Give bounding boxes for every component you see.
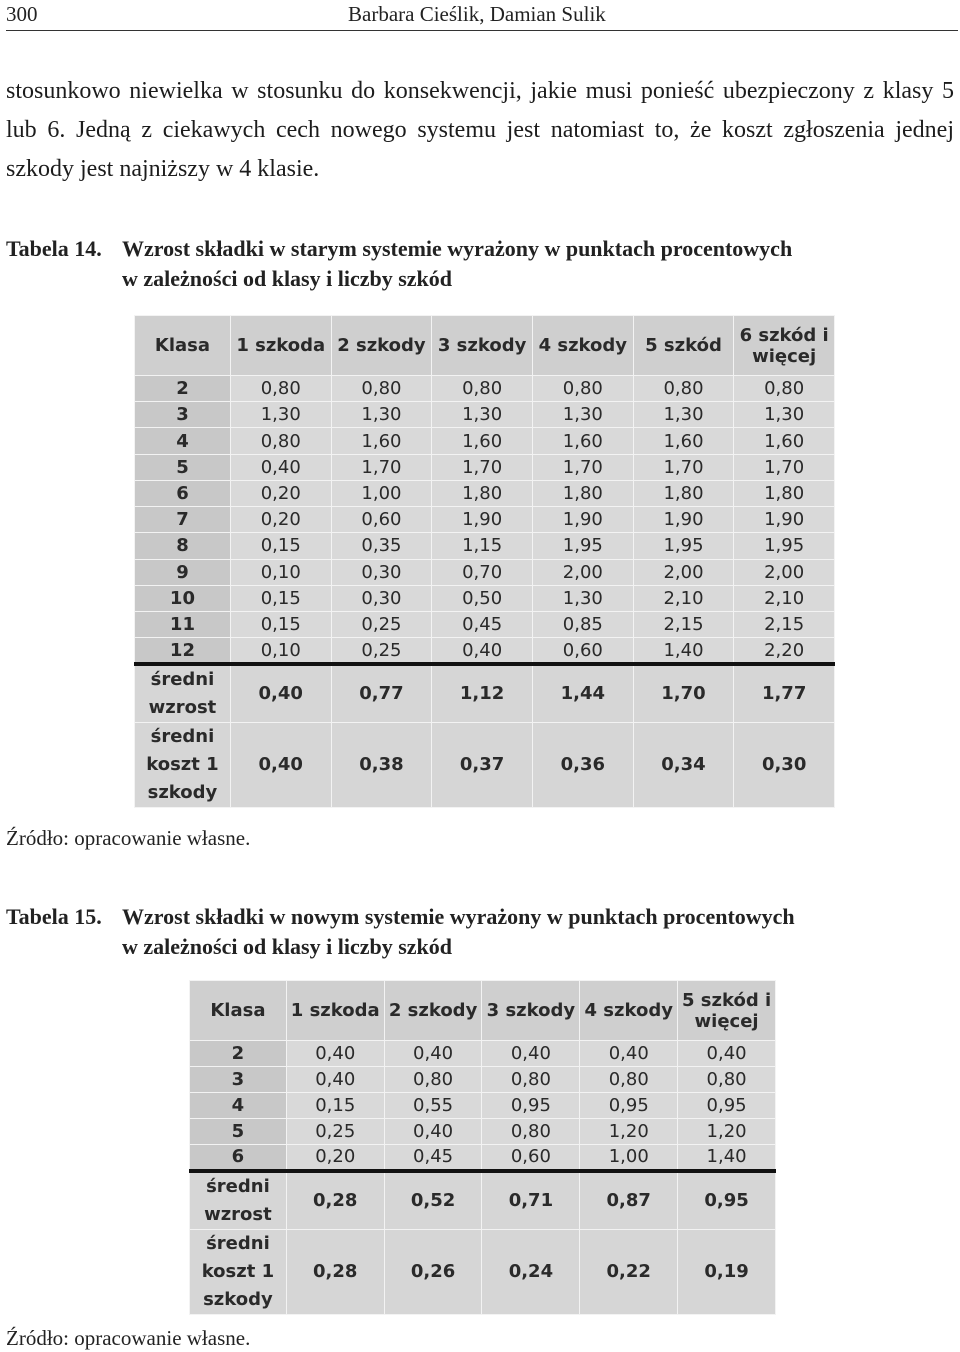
- table-row: [135, 507, 835, 533]
- value-cell: 0,20: [230, 480, 331, 506]
- value-cell: 2,00: [532, 559, 633, 585]
- value-cell: 2,10: [734, 585, 835, 611]
- summary-value: 1,44: [532, 664, 633, 723]
- column-header: 4 szkody: [580, 981, 678, 1041]
- table-row: [135, 454, 835, 480]
- value-cell: 1,20: [678, 1119, 776, 1145]
- summary-value: 0,26: [384, 1229, 482, 1314]
- table-14-source: Źródło: opracowanie własne.: [6, 826, 251, 850]
- table-14: [134, 315, 835, 808]
- value-cell: 0,20: [286, 1145, 384, 1171]
- value-cell: 0,60: [331, 507, 432, 533]
- value-cell: 0,15: [230, 611, 331, 637]
- value-cell: 0,40: [678, 1041, 776, 1067]
- class-cell: 5: [135, 454, 231, 480]
- value-cell: 1,00: [580, 1145, 678, 1171]
- value-cell: 1,30: [532, 402, 633, 428]
- value-cell: 1,70: [432, 454, 533, 480]
- value-cell: 0,30: [331, 585, 432, 611]
- value-cell: 1,30: [734, 402, 835, 428]
- summary-row: [190, 1229, 776, 1314]
- running-head: Barbara Cieślik, Damian Sulik: [348, 2, 606, 26]
- value-cell: 0,80: [580, 1067, 678, 1093]
- table-15-label: Tabela 15.: [6, 904, 102, 929]
- value-cell: 1,15: [432, 533, 533, 559]
- value-cell: 0,80: [633, 376, 734, 402]
- value-cell: 0,25: [331, 638, 432, 664]
- summary-label: średni wzrost: [135, 664, 231, 723]
- value-cell: 0,40: [482, 1041, 580, 1067]
- class-cell: 9: [135, 559, 231, 585]
- value-cell: 0,40: [384, 1119, 482, 1145]
- value-cell: 0,80: [432, 376, 533, 402]
- value-cell: 0,15: [230, 585, 331, 611]
- page-number: 300: [6, 2, 38, 26]
- summary-value: 1,70: [633, 664, 734, 723]
- table-15-caption: [6, 902, 954, 962]
- value-cell: 2,10: [633, 585, 734, 611]
- value-cell: 1,30: [633, 402, 734, 428]
- value-cell: 1,80: [734, 480, 835, 506]
- value-cell: 1,90: [633, 507, 734, 533]
- value-cell: 1,95: [633, 533, 734, 559]
- value-cell: 1,95: [532, 533, 633, 559]
- table-15: [189, 980, 776, 1315]
- value-cell: 1,60: [734, 428, 835, 454]
- class-cell: 6: [135, 480, 231, 506]
- value-cell: 0,80: [678, 1067, 776, 1093]
- summary-value: 0,22: [580, 1229, 678, 1314]
- value-cell: 0,70: [432, 559, 533, 585]
- value-cell: 0,25: [331, 611, 432, 637]
- table-row: [135, 402, 835, 428]
- summary-label: średni koszt 1 szkody: [190, 1229, 287, 1314]
- value-cell: 1,30: [331, 402, 432, 428]
- summary-value: 0,36: [532, 723, 633, 808]
- class-cell: 12: [135, 638, 231, 664]
- table-row: [135, 638, 835, 664]
- page-header: [6, 0, 958, 31]
- summary-value: 0,30: [734, 723, 835, 808]
- value-cell: 0,45: [384, 1145, 482, 1171]
- table-14-caption-line2: w zależności od klasy i liczby szkód: [122, 266, 453, 291]
- value-cell: 0,95: [580, 1093, 678, 1119]
- value-cell: 1,80: [532, 480, 633, 506]
- value-cell: 0,80: [331, 376, 432, 402]
- column-header: 1 szkoda: [286, 981, 384, 1041]
- table-15-caption-line1: Wzrost składki w nowym systemie wyrażony w punktach procentowych: [122, 904, 795, 929]
- value-cell: 1,90: [432, 507, 533, 533]
- summary-value: 0,71: [482, 1171, 580, 1230]
- value-cell: 0,40: [432, 638, 533, 664]
- value-cell: 0,60: [532, 638, 633, 664]
- value-cell: 2,00: [734, 559, 835, 585]
- summary-value: 0,40: [230, 723, 331, 808]
- class-cell: 5: [190, 1119, 287, 1145]
- value-cell: 2,15: [734, 611, 835, 637]
- value-cell: 0,80: [532, 376, 633, 402]
- table-15-caption-line2: w zależności od klasy i liczby szkód: [122, 934, 453, 959]
- column-header: 1 szkoda: [230, 316, 331, 376]
- value-cell: 0,80: [482, 1067, 580, 1093]
- table-row: [190, 1145, 776, 1171]
- value-cell: 0,60: [482, 1145, 580, 1171]
- table-row: [135, 585, 835, 611]
- summary-value: 0,38: [331, 723, 432, 808]
- value-cell: 0,40: [286, 1041, 384, 1067]
- class-cell: 7: [135, 507, 231, 533]
- summary-value: 0,52: [384, 1171, 482, 1230]
- summary-value: 0,77: [331, 664, 432, 723]
- value-cell: 1,30: [532, 585, 633, 611]
- table-row: [135, 559, 835, 585]
- value-cell: 0,10: [230, 559, 331, 585]
- value-cell: 0,20: [230, 507, 331, 533]
- value-cell: 1,70: [633, 454, 734, 480]
- value-cell: 1,70: [331, 454, 432, 480]
- summary-value: 0,40: [230, 664, 331, 723]
- value-cell: 0,85: [532, 611, 633, 637]
- value-cell: 0,40: [286, 1067, 384, 1093]
- header-row: [190, 981, 776, 1041]
- value-cell: 0,80: [482, 1119, 580, 1145]
- value-cell: 0,10: [230, 638, 331, 664]
- value-cell: 1,70: [734, 454, 835, 480]
- value-cell: 1,80: [432, 480, 533, 506]
- column-header: Klasa: [135, 316, 231, 376]
- value-cell: 0,95: [482, 1093, 580, 1119]
- value-cell: 1,20: [580, 1119, 678, 1145]
- table-row: [190, 1067, 776, 1093]
- table-row: [135, 428, 835, 454]
- value-cell: 1,80: [633, 480, 734, 506]
- value-cell: 2,15: [633, 611, 734, 637]
- summary-value: 0,28: [286, 1229, 384, 1314]
- value-cell: 0,80: [384, 1067, 482, 1093]
- value-cell: 0,40: [580, 1041, 678, 1067]
- column-header: 2 szkody: [384, 981, 482, 1041]
- value-cell: 1,60: [432, 428, 533, 454]
- table-row: [190, 1093, 776, 1119]
- intro-paragraph: stosunkowo niewielka w stosunku do konsekwencji, jakie musi ponieść ubezpieczony z klasy 5 lub 6. Jedną z ciekawych cech nowego systemu jest natomiast to, że koszt zgłoszenia jednej szkody jest najniższy w 4 klasie.: [6, 78, 954, 182]
- column-header: 2 szkody: [331, 316, 432, 376]
- value-cell: 0,80: [230, 376, 331, 402]
- table-row: [135, 533, 835, 559]
- column-header: 5 szkód: [633, 316, 734, 376]
- table-15-source: Źródło: opracowanie własne.: [6, 1326, 251, 1350]
- value-cell: 0,15: [286, 1093, 384, 1119]
- value-cell: 1,60: [532, 428, 633, 454]
- summary-row: [135, 664, 835, 723]
- summary-value: 0,37: [432, 723, 533, 808]
- value-cell: 0,30: [331, 559, 432, 585]
- class-cell: 2: [135, 376, 231, 402]
- column-header: 3 szkody: [432, 316, 533, 376]
- value-cell: 0,55: [384, 1093, 482, 1119]
- table-row: [190, 1041, 776, 1067]
- class-cell: 10: [135, 585, 231, 611]
- table-14-caption: [6, 234, 954, 294]
- summary-value: 1,77: [734, 664, 835, 723]
- value-cell: 1,70: [532, 454, 633, 480]
- value-cell: 0,15: [230, 533, 331, 559]
- summary-value: 0,34: [633, 723, 734, 808]
- summary-label: średni wzrost: [190, 1171, 287, 1230]
- summary-row: [190, 1171, 776, 1230]
- column-header: Klasa: [190, 981, 287, 1041]
- summary-label: średni koszt 1 szkody: [135, 723, 231, 808]
- value-cell: 2,00: [633, 559, 734, 585]
- value-cell: 1,90: [532, 507, 633, 533]
- summary-value: 0,95: [678, 1171, 776, 1230]
- class-cell: 4: [190, 1093, 287, 1119]
- table-row: [190, 1119, 776, 1145]
- value-cell: 0,25: [286, 1119, 384, 1145]
- summary-value: 1,12: [432, 664, 533, 723]
- value-cell: 1,40: [633, 638, 734, 664]
- value-cell: 0,40: [230, 454, 331, 480]
- value-cell: 1,60: [633, 428, 734, 454]
- column-header: 3 szkody: [482, 981, 580, 1041]
- class-cell: 4: [135, 428, 231, 454]
- value-cell: 0,35: [331, 533, 432, 559]
- value-cell: 1,00: [331, 480, 432, 506]
- summary-value: 0,24: [482, 1229, 580, 1314]
- class-cell: 11: [135, 611, 231, 637]
- value-cell: 1,40: [678, 1145, 776, 1171]
- table-row: [135, 376, 835, 402]
- column-header: 6 szkód i więcej: [734, 316, 835, 376]
- table-14-label: Tabela 14.: [6, 236, 102, 261]
- summary-row: [135, 723, 835, 808]
- value-cell: 0,45: [432, 611, 533, 637]
- summary-value: 0,19: [678, 1229, 776, 1314]
- value-cell: 2,20: [734, 638, 835, 664]
- class-cell: 8: [135, 533, 231, 559]
- value-cell: 1,30: [432, 402, 533, 428]
- summary-value: 0,87: [580, 1171, 678, 1230]
- value-cell: 0,40: [384, 1041, 482, 1067]
- class-cell: 3: [190, 1067, 287, 1093]
- value-cell: 1,30: [230, 402, 331, 428]
- value-cell: 1,60: [331, 428, 432, 454]
- value-cell: 1,95: [734, 533, 835, 559]
- class-cell: 2: [190, 1041, 287, 1067]
- value-cell: 0,50: [432, 585, 533, 611]
- class-cell: 6: [190, 1145, 287, 1171]
- table-row: [135, 480, 835, 506]
- header-row: [135, 316, 835, 376]
- summary-value: 0,28: [286, 1171, 384, 1230]
- column-header: 5 szkód i więcej: [678, 981, 776, 1041]
- value-cell: 1,90: [734, 507, 835, 533]
- table-row: [135, 611, 835, 637]
- class-cell: 3: [135, 402, 231, 428]
- column-header: 4 szkody: [532, 316, 633, 376]
- value-cell: 0,80: [734, 376, 835, 402]
- value-cell: 0,80: [230, 428, 331, 454]
- value-cell: 0,95: [678, 1093, 776, 1119]
- table-14-caption-line1: Wzrost składki w starym systemie wyrażony w punktach procentowych: [122, 236, 793, 261]
